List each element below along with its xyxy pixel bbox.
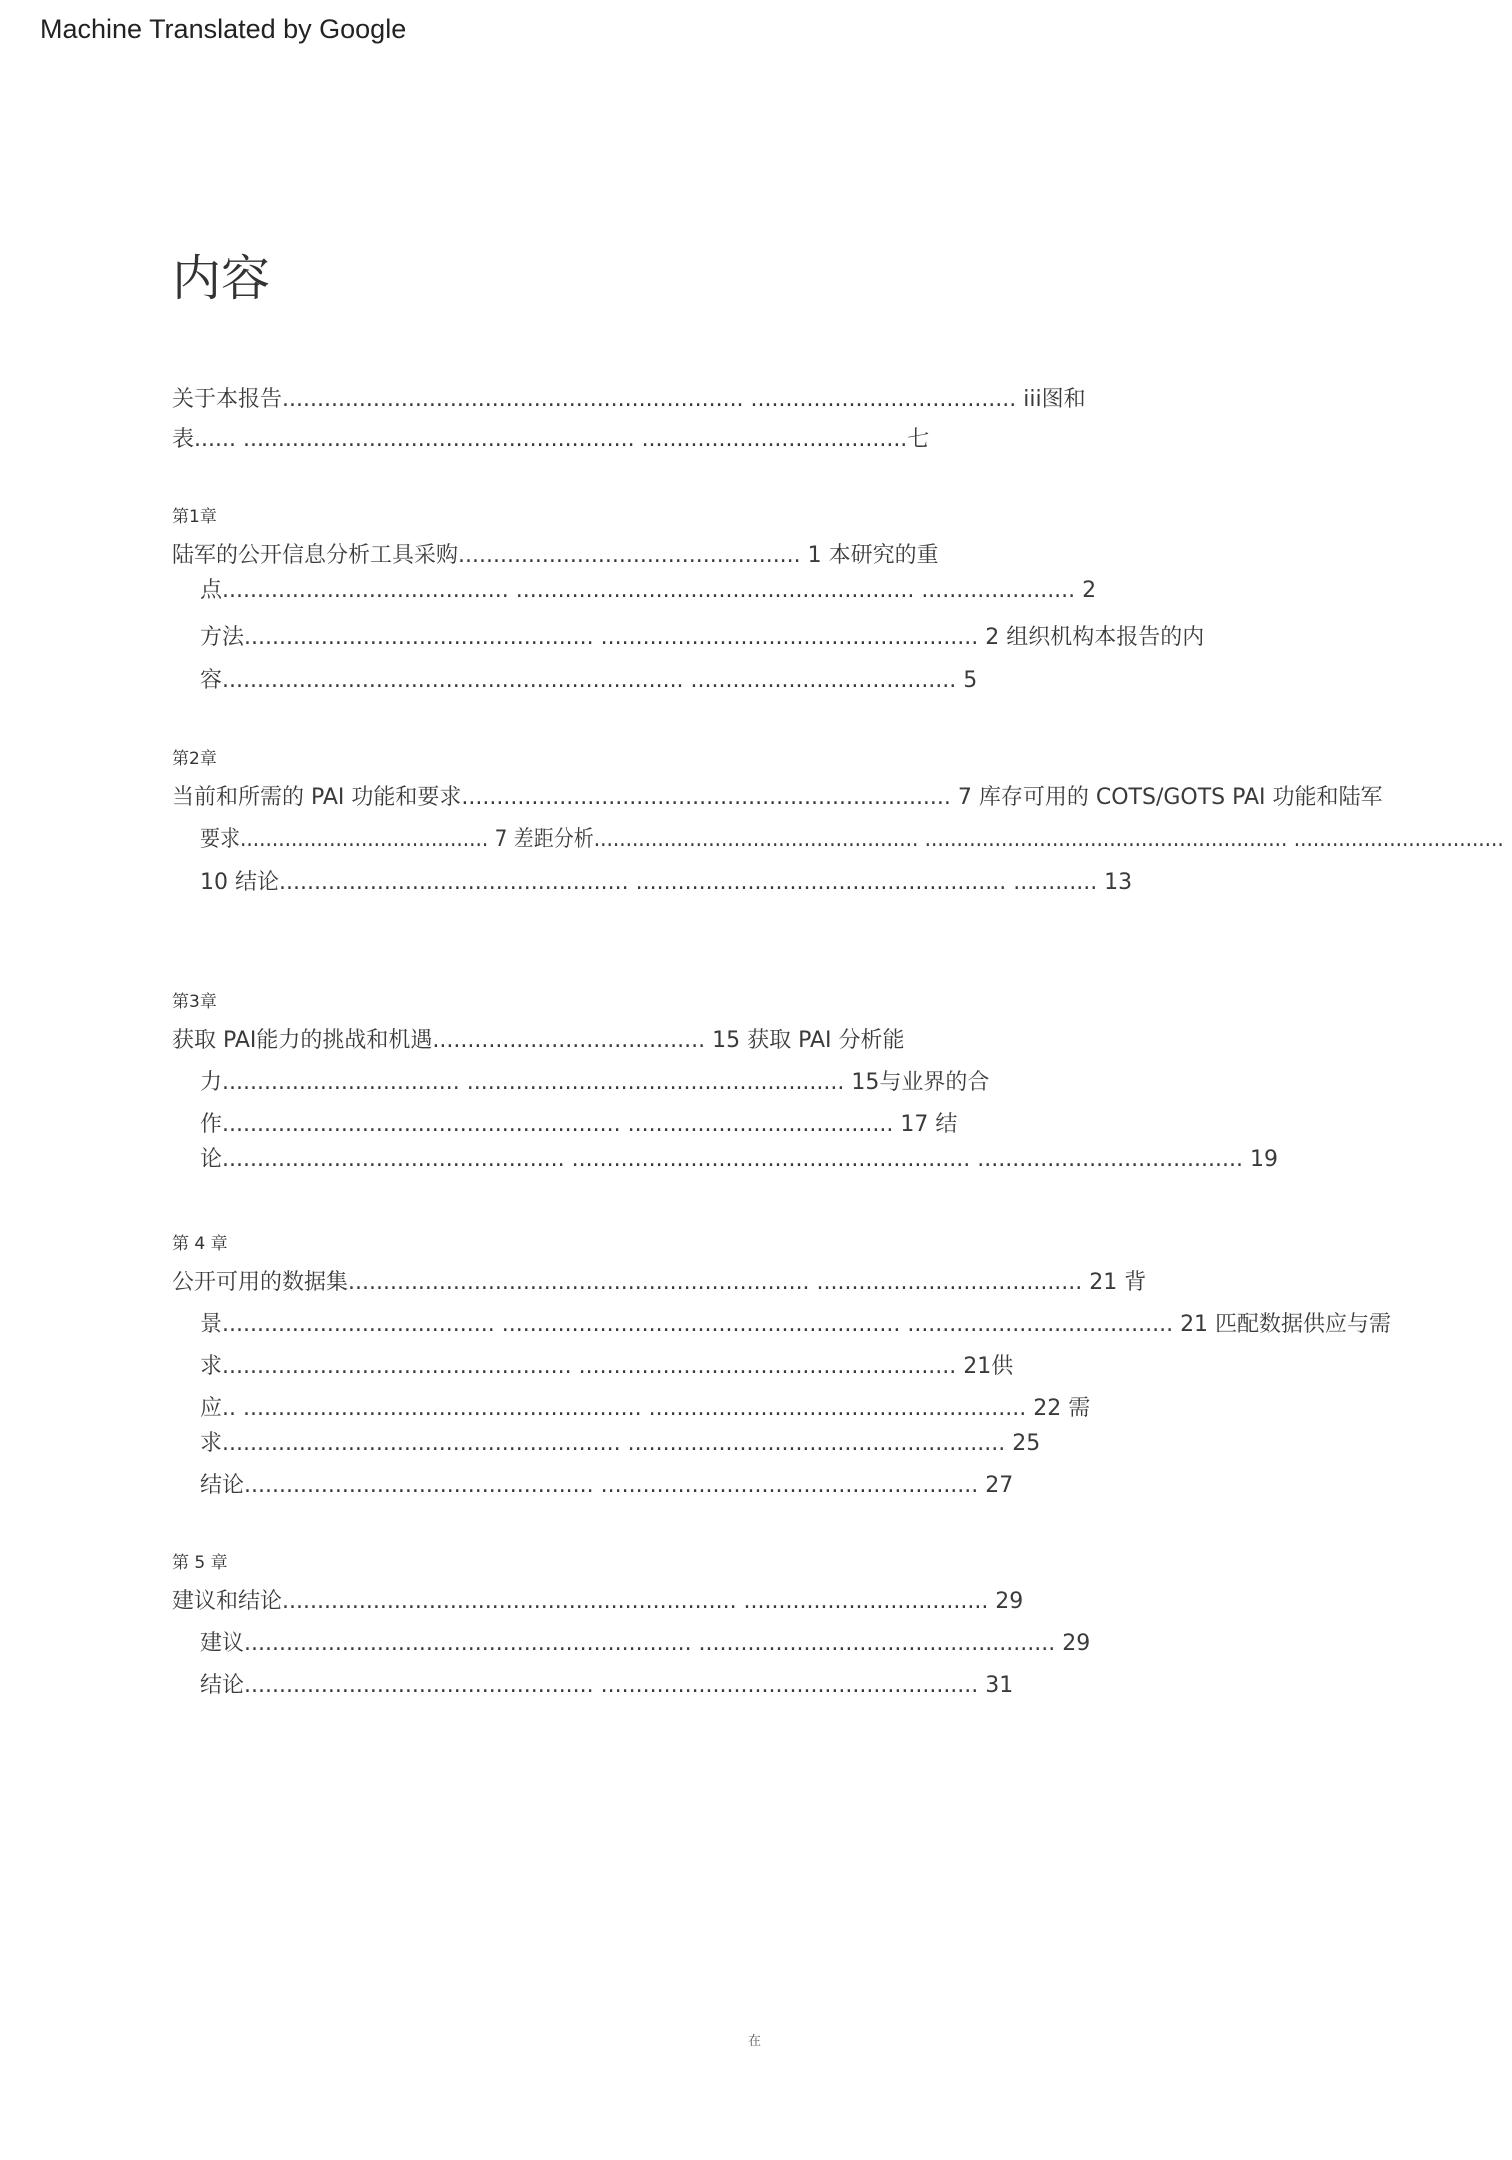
toc-entry: 方法.................................................. ...................................................... 2 组织机构本报告的内 — [200, 625, 1205, 650]
toc-entry: 建议和结论................................................................. ................................... 29 — [172, 1589, 1024, 1614]
toc-entry: 获取 PAI能力的挑战和机遇....................................... 15 获取 PAI 分析能 — [172, 1028, 905, 1053]
toc-entry: 求.................................................. ...................................................... 21供 — [200, 1354, 1014, 1379]
toc-entry-front: 关于本报告.................................................................. ...................................... iii图和 — [172, 387, 1086, 412]
toc-entry: 陆军的公开信息分析工具采购................................................. 1 本研究的重 — [172, 543, 939, 568]
toc-entry: 要求....................................... 7 差距分析................................................... ......................................................... ................................. — [200, 827, 1504, 852]
chapter-label: 第 4 章 — [172, 1234, 228, 1254]
toc-entry: 当前和所需的 PAI 功能和要求...................................................................... 7 库存可用的 COTS/GOTS PAI 功能和陆军 — [172, 785, 1383, 810]
toc-entry: 点......................................... ......................................................... ...................... 2 — [200, 578, 1097, 603]
toc-entry: 结论.................................................. ...................................................... 31 — [200, 1673, 1014, 1698]
toc-entry: 求......................................................... ...................................................... 25 — [200, 1431, 1041, 1456]
chapter-label: 第3章 — [172, 992, 217, 1012]
toc-entry: 作......................................................... ...................................... 17 结 — [200, 1112, 958, 1137]
machine-translation-watermark: Machine Translated by Google — [40, 14, 407, 44]
toc-entry: 公开可用的数据集.................................................................. ...................................... 21 背 — [172, 1270, 1147, 1295]
chapter-label: 第 5 章 — [172, 1553, 228, 1573]
chapter-label: 第2章 — [172, 749, 217, 769]
toc-entry: 结论.................................................. ...................................................... 27 — [200, 1473, 1014, 1498]
toc-entry: 力.................................. ...................................................... 15与业界的合 — [200, 1070, 990, 1095]
page-title: 内容 — [172, 250, 271, 307]
page-number: 在 — [748, 2034, 762, 2049]
toc-entry: 容.................................................................. ...................................... 5 — [200, 668, 978, 693]
toc-entry: 景....................................... ......................................................... ...................................... 21 匹配数据供应与需 — [200, 1312, 1392, 1337]
toc-entry-front: 表...... ........................................................ ......................................七 — [172, 427, 930, 452]
toc-entry: 论................................................. ......................................................... ...................................... 19 — [200, 1147, 1278, 1172]
toc-entry: 建议................................................................ ................................................... 29 — [200, 1631, 1091, 1656]
toc-entry: 应.. ......................................................... ...................................................... 22 需 — [200, 1396, 1091, 1421]
chapter-label: 第1章 — [172, 507, 217, 527]
toc-entry: 10 结论.................................................. ..................................................... ............ 13 — [200, 870, 1133, 895]
